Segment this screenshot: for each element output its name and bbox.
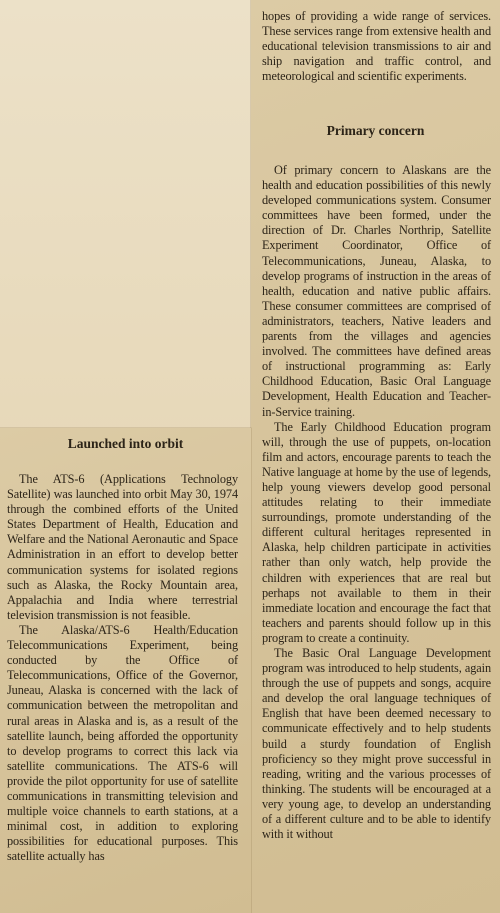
launched-into-orbit-heading: Launched into orbit [67, 436, 184, 451]
intro-text: hopes of providing a wide range of services. These services range from extensive health and educational television transmissions to air and ship navigation and traffic control, and meteorological and scientific experiments. [262, 9, 491, 84]
right-intro-paragraph [262, 9, 491, 84]
paragraph: The ATS-6 (Applications Technology Satellite) was launched into orbit May 30, 1974 through the combined efforts of the United States Department of Health, Education and Welfare and the National Aeronautic and Space Administration in an effort to develop better communication systems for isolated regions such as Alaska, the Rocky Mountain area, Appalachia and India where terrestrial television transmission is not feasible. [7, 472, 238, 622]
right-article-body [262, 163, 491, 842]
paragraph: The Early Childhood Education program will, through the use of puppets, on-location film and actors, encourage parents to teach the Native language at home by the use of legends, help young viewers develop good personal attitudes relating to their immediate surroundings, promote understanding of the different cultural heritages represented in Alaska, help children participate in activities rather than only watch, help provide the children with experiences that are real but perhaps not available to them in their immediate location and encourage the fact that teachers and parents should follow up in this program to create a continuity. [262, 419, 491, 645]
paragraph: The Basic Oral Language Development program was introduced to help students, again through the use of puppets and songs, acquire and develop the oral language techniques of English that have been deemed necessary to communicate effectively and to help students build a sturdy foundation of English proficiency so they might prove successful in reading, writing and the various processes of thinking. The students will be encouraged at a very young age, to develop an understanding of a different culture and to be able to identify with it without [262, 646, 491, 842]
paragraph: Of primary concern to Alaskans are the health and education possibilities of this newly developed communications system. Consumer committees have been formed, under the direction of Dr. Charles Northrip, Satellite Experiment Coordinator, Office of Telecommunications, Juneau, Alaska, to develop programs of instruction in the areas of health, education and native public affairs. These consumer committees are comprised of administrators, teachers, Native leaders and parents from the villages and agencies involved. The committees have defined areas of instructional programming as: Early Childhood Education, Basic Oral Language Development, Health Education and Teacher-in-Service training. [262, 163, 491, 419]
right-clipping [251, 0, 500, 913]
paragraph: The Alaska/ATS-6 Health/Education Telecommunications Experiment, being conducted by the Office of Telecommunications, Office of the Governor, Juneau, Alaska is concerned with the lack of communication between the metropolitan and rural areas in Alaska and is, as a result of the satellite launch, being afforded the opportunity to develop programs to correct this lack via satellite communications. The ATS-6 will provide the pilot opportunity for use of satellite communications in transmitting television and multiple voice channels to earth stations, at a minimal cost, in addition to exploring possibilities for educational purposes. This satellite actually has [7, 622, 238, 864]
left-clipping [0, 428, 251, 913]
left-article-body [7, 472, 238, 864]
primary-concern-heading: Primary concern [326, 123, 425, 138]
